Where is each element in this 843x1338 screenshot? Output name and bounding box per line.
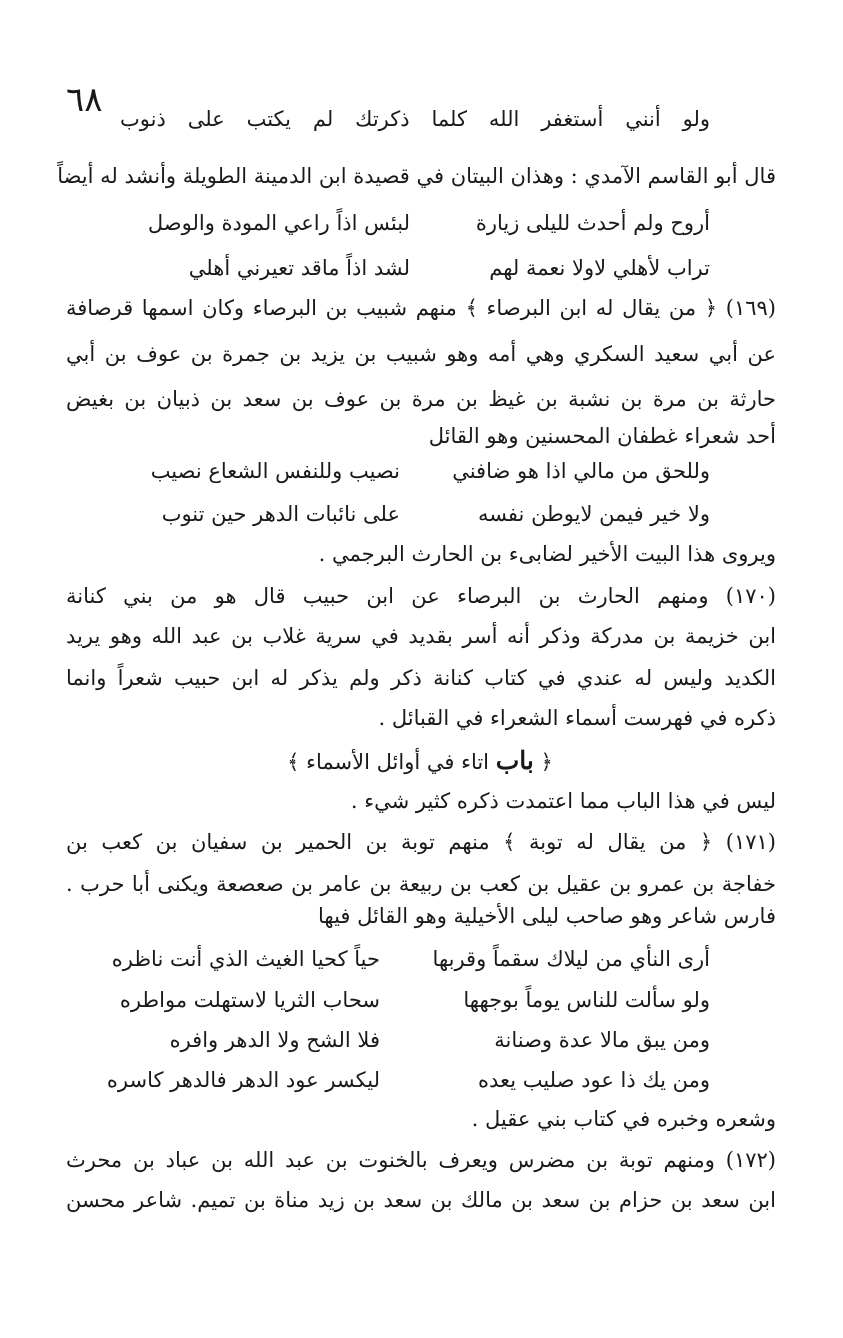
text-line: ذكره في فهرست أسماء الشعراء في القبائل . <box>378 706 776 730</box>
text-line: ابن سعد بن حزام بن سعد بن مالك بن سعد بن زيد مناة بن تميم. شاعر محسن <box>66 1188 776 1212</box>
text-line: أحد شعراء غطفان المحسنين وهو القائل <box>428 424 776 448</box>
verse-line <box>80 944 710 974</box>
section-heading <box>230 746 610 777</box>
text-line: الكديد وليس له عندي في كتاب كنانة ذكر ولم يذكر له ابن حبيب شعراً وانما <box>66 666 776 690</box>
heading-word-bab: باب <box>495 746 534 775</box>
verse-line: ولو أنني أستغفر الله كلما ذكرتك لم يكتب على ذنوب <box>120 107 710 131</box>
text-line: (١٦٩) ﴿ من يقال له ابن البرصاء ﴾ منهم شبيب بن البرصاء وكان اسمها قرصافة <box>66 296 776 320</box>
verse-line <box>120 253 710 283</box>
verse-line <box>80 1065 710 1095</box>
text-line: ليس في هذا الباب مما اعتمدت ذكره كثير شيء . <box>350 789 776 813</box>
text-line: حارثة بن مرة بن نشبة بن غيظ بن مرة بن عوف بن سعد بن ذبيان بن بغيض <box>66 387 776 411</box>
hemistich: ومن يبق مالا عدة وصنانة <box>494 1028 710 1052</box>
hemistich: لبئس اذاً راعي المودة والوصل <box>147 211 410 235</box>
page-number: ٦٨ <box>66 80 103 120</box>
text-line: عن أبي سعيد السكري وهي أمه وهو شبيب بن يزيد بن جمرة بن عوف بن أبي <box>66 342 776 366</box>
ornament-bracket: ﴿ <box>540 750 553 774</box>
heading-text: اتاء في أوائل الأسماء ﴾ <box>287 750 490 774</box>
text-line: قال أبو القاسم الآمدي : وهذان البيتان في قصيدة ابن الدمينة الطويلة وأنشد له أيضاً <box>57 164 776 188</box>
text-line: (١٧١) ﴿ من يقال له توبة ﴾ منهم توبة بن الحمير بن سفيان بن كعب بن <box>66 830 776 854</box>
hemistich: حياً كحيا الغيث الذي أنت ناظره <box>111 947 380 971</box>
hemistich: على نائبات الدهر حين تنوب <box>161 502 400 526</box>
text-line: (١٧٢) ومنهم توبة بن مضرس ويعرف بالخنوت بن عبد الله بن عباد بن محرث <box>66 1148 776 1172</box>
hemistich: وللحق من مالي اذا هو ضافني <box>452 459 710 483</box>
text-line: خفاجة بن عمرو بن عقيل بن كعب بن ربيعة بن عامر بن صعصعة ويكنى أبا حرب . <box>66 872 776 896</box>
text-line: ابن خزيمة بن مدركة وذكر أنه أسر بقديد في سرية غلاب بن عبد الله وهو يريد <box>66 624 776 648</box>
hemistich: ولو سألت للناس يوماً بوجهها <box>463 988 710 1012</box>
verse-line <box>80 1025 710 1055</box>
hemistich: ومن يك ذا عود صليب يعده <box>478 1068 710 1092</box>
verse-line <box>120 456 710 486</box>
hemistich: نصيب وللنفس الشعاع نصيب <box>150 459 400 483</box>
hemistich: ولا خير فيمن لايوطن نفسه <box>477 502 710 526</box>
verse-line <box>80 985 710 1015</box>
text-line: وشعره وخبره في كتاب بني عقيل . <box>471 1107 776 1131</box>
verse-line <box>120 499 710 529</box>
hemistich: تراب لأهلي لاولا نعمة لهم <box>489 256 710 280</box>
hemistich: أروح ولم أحدث لليلى زيارة <box>475 211 710 235</box>
hemistich: أرى النأي من ليلاك سقماً وقربها <box>432 947 710 971</box>
text-line: فارس شاعر وهو صاحب ليلى الأخيلية وهو القائل فيها <box>317 904 776 928</box>
hemistich: سحاب الثريا لاستهلت مواطره <box>119 988 380 1012</box>
text-line: (١٧٠) ومنهم الحارث بن البرصاء عن ابن حبيب قال هو من بني كنانة <box>66 584 776 608</box>
hemistich: فلا الشح ولا الدهر وافره <box>169 1028 380 1052</box>
hemistich: ليكسر عود الدهر فالدهر كاسره <box>106 1068 380 1092</box>
hemistich: لشد اذاً ماقد تعيرني أهلي <box>188 256 410 280</box>
verse-line <box>120 208 710 238</box>
text-line: ويروى هذا البيت الأخير لضابىء بن الحارث البرجمي . <box>318 542 776 566</box>
